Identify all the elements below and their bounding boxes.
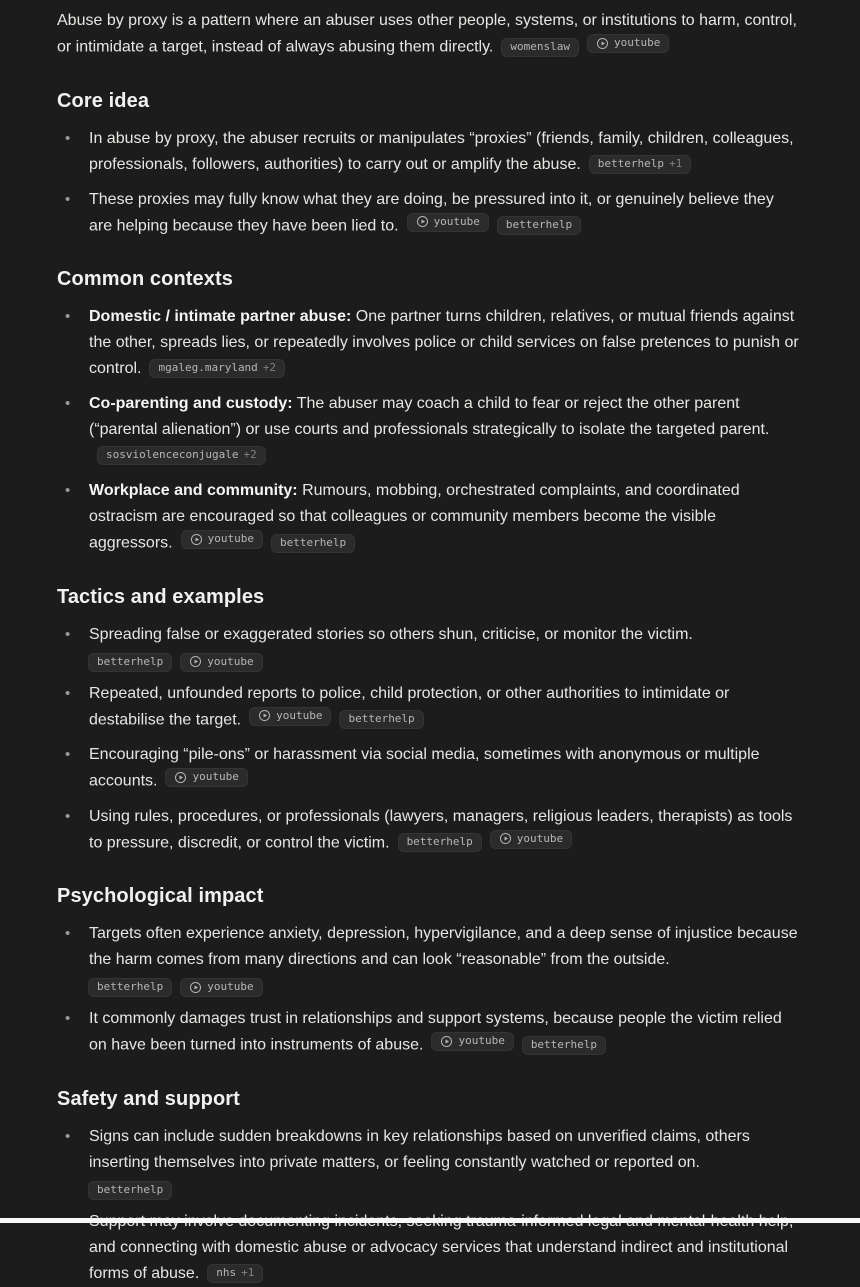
citation-label: betterhelp [97,980,164,993]
citation-row [88,1181,800,1200]
body-text: Signs can include sudden breakdowns in key relationships based on unverified claims, others inserting themselves into private matters, or feeling constantly watched or reported on. [89,1127,750,1171]
body-text: Rumours, mobbing, orchestrated complaints, and coordinated ostracism are encouraged so that colleagues or community members become the visible aggressors. [89,482,740,552]
citation-chip-youtube[interactable] [180,653,262,672]
intro-paragraph [57,8,800,61]
bullet-marker: • [65,684,71,702]
bullet-paragraph [89,622,800,648]
section-heading: Tactics and examples [57,585,265,608]
citation-chip-mgaleg.maryland[interactable] [149,359,285,378]
bullet-paragraph [89,391,800,469]
body-text: These proxies may fully know what they are doing, be pressured into it, or genuinely believe they are helping because they have been lied to. [89,190,774,234]
body-text: Repeated, unfounded reports to police, child protection, or other authorities to intimidate or destabilise the target. [89,684,730,728]
bullet-paragraph [89,126,800,178]
citation-label: mgaleg.maryland [158,361,258,374]
citation-label: youtube [192,770,239,783]
citation-label: womenslaw [510,39,570,53]
citation-count: +2 [243,448,257,461]
answer-section [57,584,800,857]
bottom-strip [0,1218,860,1223]
bullet-paragraph [89,1006,800,1059]
bullet-marker: • [65,746,71,763]
body-text: Targets often experience anxiety, depression, hypervigilance, and a deep sense of injustice because the harm comes from many directions and can look “reasonable” from the outside. [89,925,798,968]
body-text: and connecting with domestic abuse or advocacy services that understand indirect and institutional forms of abuse. [89,1238,789,1282]
citation-label: betterhelp [348,712,415,725]
bullet-marker: • [65,395,71,412]
answer-section [57,1086,800,1287]
citation-label: sosviolenceconjugale [106,448,239,461]
answer-section [57,883,800,1059]
section-heading: Common contexts [57,268,233,290]
citation-chip-betterhelp[interactable] [88,1181,172,1200]
citation-count: +1 [669,156,683,170]
citation-label: nhs [216,1265,237,1279]
body-text: Abuse by proxy is a pattern where an abuser uses other people, systems, or institutions to harm, control, or intimidate a target, instead of always abusing them directly. [57,12,797,56]
citation-chip-youtube[interactable] [490,830,572,849]
bullet-lead: Workplace and community: [89,482,298,499]
body-text: In abuse by proxy, the abuser recruits or manipulates “proxies” (friends, family, children, colleagues, professionals, followers, authorities) to carry out or amplify the abuse. [89,129,794,173]
citation-chip-nhs[interactable] [207,1264,263,1283]
body-text: Using rules, procedures, or professionals (lawyers, managers, religious leaders, therapists) as tools to pressure, discredit, or control the victim. [89,807,793,851]
bullet-marker: • [65,807,71,825]
citation-label: youtube [207,532,254,545]
citation-chip-betterhelp[interactable] [497,216,581,235]
bullet-marker: • [65,308,71,325]
bullet-paragraph [89,1124,800,1176]
youtube-play-icon [499,832,512,845]
body-text: One partner turns children, relatives, or mutual friends against the other, spreads lies, or repeatedly involves police or child services on false pretences to punish or control. [89,308,799,377]
answer-section [57,88,800,240]
youtube-play-icon [190,533,203,546]
list-item [57,804,800,857]
bullet-marker: • [65,1010,71,1027]
youtube-play-icon [416,215,429,228]
citation-label: youtube [207,980,254,993]
citation-label: youtube [207,654,254,668]
citation-chip-betterhelp[interactable] [589,155,691,174]
body-text: It commonly damages trust in relationships and support systems, because people the victim relied on have been turned into instruments of abuse. [89,1010,782,1054]
bullet-lead: Domestic / intimate partner abuse: [89,308,352,325]
youtube-play-icon [440,1035,453,1048]
youtube-play-icon [189,655,202,668]
citation-chip-betterhelp[interactable] [88,653,172,672]
bullet-lead: Co-parenting and custody: [89,395,293,412]
citation-label: youtube [276,708,323,722]
citation-count: +1 [241,1265,255,1279]
bullet-marker: • [65,190,71,208]
citation-chip-youtube[interactable] [407,213,489,232]
bullet-list [57,622,800,857]
citation-chip-youtube[interactable] [587,34,669,53]
list-item [57,478,800,557]
bullet-paragraph [89,304,800,382]
bullet-paragraph [89,804,800,857]
citation-label: betterhelp [97,654,164,668]
citation-label: youtube [516,831,564,845]
list-item [57,681,800,734]
bullet-list [57,126,800,240]
bullet-marker: • [65,129,71,147]
bullet-list [57,1124,800,1287]
list-item [57,742,800,795]
citation-count: +2 [262,361,277,374]
list-item [57,1006,800,1059]
body-text: Encouraging “pile-ons” or harassment via social media, sometimes with anonymous or multiple accounts. [89,746,760,790]
citation-label: betterhelp [597,156,665,170]
citation-label: betterhelp [279,535,347,549]
citation-row [88,653,800,672]
citation-chip-youtube[interactable] [165,768,247,787]
list-item [57,126,800,178]
citation-label: youtube [458,1034,505,1047]
bullet-marker: • [65,925,71,942]
youtube-play-icon [174,771,187,784]
bullet-paragraph [89,681,800,734]
citation-row [88,978,800,997]
citation-label: youtube [613,36,661,49]
list-item [57,622,800,672]
youtube-play-icon [596,37,609,50]
bullet-paragraph [89,921,800,973]
list-item [57,1124,800,1200]
section-heading: Safety and support [57,1087,240,1110]
list-item [57,391,800,469]
citation-chip-betterhelp[interactable] [339,710,423,729]
list-item [57,187,800,240]
youtube-play-icon [189,981,202,994]
citation-chip-youtube[interactable] [181,530,263,549]
citation-chip-youtube[interactable] [180,978,262,997]
bullet-list [57,304,800,557]
citation-chip-youtube[interactable] [431,1032,513,1051]
bullet-marker: • [65,625,71,643]
answer-sections [57,88,800,1287]
body-text: The abuser may coach a child to fear or reject the other parent (“parental alienation”) or use courts and professionals strategically to isolate the targeted parent. [89,395,770,438]
citation-label: youtube [433,214,480,228]
citation-label: betterhelp [97,1182,164,1196]
citation-chip-betterhelp[interactable] [271,534,355,553]
citation-chip-sosviolenceconjugale[interactable] [97,446,266,465]
citation-chip-betterhelp[interactable] [88,978,172,997]
list-item [57,304,800,382]
citation-label: betterhelp [406,835,473,848]
bullet-list [57,921,800,1059]
citation-chip-youtube[interactable] [249,707,331,726]
bullet-marker: • [65,482,71,499]
section-heading: Psychological impact [57,885,264,907]
list-item [57,921,800,997]
citation-chip-betterhelp[interactable] [522,1036,606,1055]
body-text: Spreading false or exaggerated stories so others shun, criticise, or monitor the victim. [89,625,693,643]
bullet-paragraph [89,478,800,557]
bullet-paragraph [89,187,800,240]
citation-chip-womenslaw[interactable] [501,38,579,57]
section-heading: Core idea [57,89,150,112]
bullet-marker: • [65,1127,71,1145]
citation-label: betterhelp [505,218,573,231]
youtube-play-icon [258,709,271,722]
bullet-paragraph [89,742,800,795]
answer-section [57,266,800,557]
citation-label: betterhelp [530,1037,598,1051]
citation-chip-betterhelp[interactable] [398,833,482,852]
